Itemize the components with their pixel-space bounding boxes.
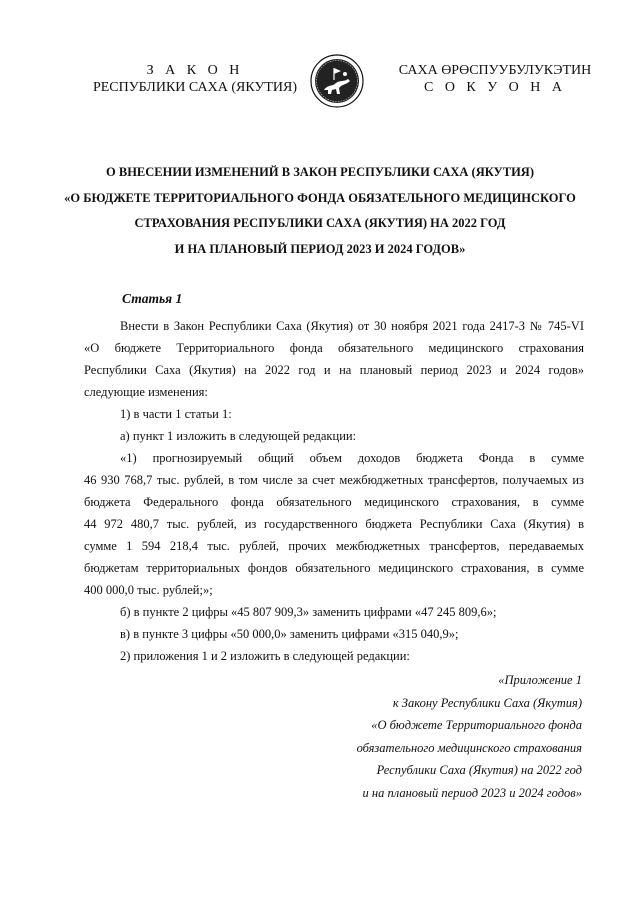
appendix-line: к Закону Республики Саха (Якутия) — [392, 695, 582, 710]
body-line: б) в пункте 2 цифры «45 807 909,3» заменить цифрами «47 245 809,6»; — [120, 605, 497, 619]
body-line: бюджета Федерального фонда обязательного медицинского страхования, в сумме — [84, 495, 584, 509]
document-title — [60, 160, 580, 262]
header-right-block — [390, 62, 600, 96]
title-line: СТРАХОВАНИЯ РЕСПУБЛИКИ САХА (ЯКУТИЯ) НА 2022 ГОД — [134, 216, 506, 230]
body-line: 400 000,0 тыс. рублей;»; — [84, 583, 213, 597]
appendix-reference — [252, 669, 582, 804]
appendix-line: и на плановый период 2023 и 2024 годов» — [362, 785, 582, 800]
body-line: бюджетам территориальных фондов обязательного медицинского страхования, в сумме — [84, 561, 584, 575]
appendix-line: обязательного медицинского страхования — [356, 740, 582, 755]
body-line: 44 972 480,7 тыс. рублей, из государственного бюджета Республики Саха (Якутия) в — [84, 517, 584, 531]
body-line: «1) прогнозируемый общий объем доходов бюджета Фонда в сумме — [120, 451, 584, 465]
appendix-line: «Приложение 1 — [498, 673, 582, 687]
body-line: в) в пункте 3 цифры «50 000,0» заменить цифрами «315 040,9»; — [120, 627, 459, 641]
appendix-line: «О бюджете Территориального фонда — [371, 718, 582, 732]
coat-of-arms-icon — [310, 54, 364, 108]
title-line: И НА ПЛАНОВЫЙ ПЕРИОД 2023 И 2024 ГОДОВ» — [174, 241, 466, 256]
body-line: 1) в части 1 статьи 1: — [120, 407, 232, 421]
law-label-sakha: С О К У О Н А — [423, 80, 567, 95]
body-line: сумме 1 594 218,4 тыс. рублей, прочих межбюджетных трансфертов, передаваемых — [84, 539, 584, 553]
law-label: З А К О Н — [146, 63, 244, 78]
republic-name-ru: РЕСПУБЛИКИ САХА (ЯКУТИЯ) — [92, 80, 298, 95]
title-line: О ВНЕСЕНИИ ИЗМЕНЕНИЙ В ЗАКОН РЕСПУБЛИКИ САХА (ЯКУТИЯ) — [106, 165, 534, 179]
body-line: 46 930 768,7 тыс. рублей, в том числе за счет межбюджетных трансфертов, получаемых из — [84, 473, 584, 487]
body-line: «О бюджете Территориального фонда обязательного медицинского страхования — [84, 341, 584, 355]
title-line: «О БЮДЖЕТЕ ТЕРРИТОРИАЛЬНОГО ФОНДА ОБЯЗАТЕЛЬНОГО МЕДИЦИНСКОГО — [64, 190, 576, 205]
article-heading: Статья 1 — [122, 291, 183, 306]
body-line: Внести в Закон Республики Саха (Якутия) от 30 ноября 2021 года 2417-З № 745-VI — [120, 319, 584, 333]
appendix-line: Республики Саха (Якутия) на 2022 год — [376, 763, 582, 777]
document-body — [84, 315, 584, 667]
body-line: следующие изменения: — [84, 385, 208, 399]
header-left-block — [90, 62, 300, 96]
body-line: Республики Саха (Якутия) на 2022 год и на плановый период 2023 и 2024 годов» — [84, 363, 584, 377]
republic-name-sakha: САХА ӨРӨСПУУБУЛУКЭТИН — [398, 63, 592, 78]
body-line: 2) приложения 1 и 2 изложить в следующей редакции: — [120, 649, 410, 663]
body-line: а) пункт 1 изложить в следующей редакции: — [120, 429, 357, 443]
